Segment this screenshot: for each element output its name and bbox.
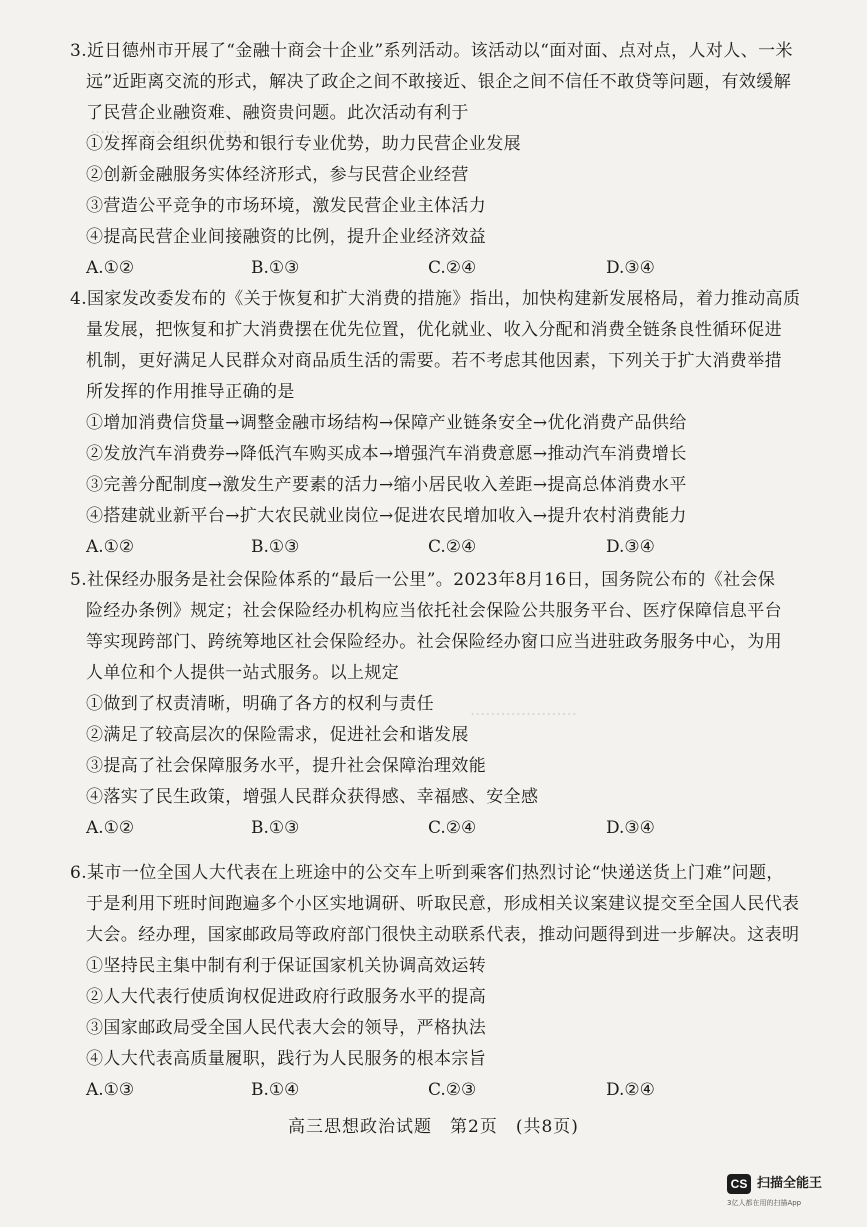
question-stem-line: 人单位和个人提供一站式服务。以上规定 (86, 663, 400, 683)
answer-c: C.②③ (428, 1080, 477, 1100)
answer-d: D.③④ (606, 818, 655, 838)
option-1: ①坚持民主集中制有利于保证国家机关协调高效运转 (86, 956, 487, 976)
question-6 (70, 858, 810, 1106)
question-stem-line: 大会。经办理，国家邮政局等政府部门很快主动联系代表，推动问题得到进一步解决。这表明 (86, 925, 800, 945)
answer-a: A.①② (86, 818, 135, 838)
question-3 (70, 36, 810, 284)
option-2: ②人大代表行使质询权促进政府行政服务水平的提高 (86, 987, 487, 1007)
answer-b: B.①③ (251, 258, 300, 278)
answer-d: D.③④ (606, 258, 655, 278)
question-stem-line: 所发挥的作用推导正确的是 (86, 382, 295, 402)
question-stem-line: 量发展，把恢复和扩大消费摆在优先位置，优化就业、收入分配和消费全链条良性循环促进 (86, 320, 782, 340)
question-5 (70, 565, 810, 844)
question-stem-line: 于是利用下班时间跑遍多个小区实地调研、听取民意，形成相关议案建议提交至全国人民代表 (86, 894, 800, 914)
answer-b: B.①③ (251, 537, 300, 557)
answer-choices (86, 813, 810, 844)
question-stem-line: 6.某市一位全国人大代表在上班途中的公交车上听到乘客们热烈讨论“快递送货上门难”问题， (70, 863, 784, 883)
option-4: ④搭建就业新平台→扩大农民就业岗位→促进农民增加收入→提升农村消费能力 (86, 506, 687, 526)
answer-a: A.①② (86, 258, 135, 278)
question-stem-line: 等实现跨部门、跨统筹地区社会保险经办。社会保险经办窗口应当进驻政务服务中心，为用 (86, 632, 782, 652)
option-4: ④落实了民生政策，增强人民群众获得感、幸福感、安全感 (86, 787, 539, 807)
option-3: ③营造公平竞争的市场环境，激发民营企业主体活力 (86, 196, 487, 216)
question-stem-line: 3.近日德州市开展了“金融十商会十企业”系列活动。该活动以“面对面、点对点，人对人、一米 (70, 41, 793, 61)
question-stem-line: 了民营企业融资难、融资贵问题。此次活动有利于 (86, 103, 469, 123)
option-3: ③提高了社会保障服务水平，提升社会保障治理效能 (86, 756, 487, 776)
option-3: ③国家邮政局受全国人民代表大会的领导，严格执法 (86, 1018, 487, 1038)
scanner-tagline: 3亿人都在用的扫描App (727, 1199, 802, 1207)
answer-b: B.①④ (251, 1080, 300, 1100)
answer-choices (86, 1075, 810, 1106)
answer-choices (86, 253, 810, 284)
scanner-watermark (727, 1172, 847, 1212)
option-2: ②发放汽车消费券→降低汽车购买成本→增强汽车消费意愿→推动汽车消费增长 (86, 444, 687, 464)
option-4: ④提高民营企业间接融资的比例，提升企业经济效益 (86, 227, 487, 247)
bleed-through-text: ............................... (90, 118, 248, 137)
page-footer: 高三思想政治试题 第2页 (共8页) (288, 1117, 579, 1137)
option-2: ②创新金融服务实体经济形式，参与民营企业经营 (86, 165, 469, 185)
question-stem-line: 5.社保经办服务是社会保险体系的“最后一公里”。2023年8月16日，国务院公布的《社会保 (70, 570, 776, 590)
option-1: ①做到了权责清晰，明确了各方的权利与责任 (86, 694, 434, 714)
question-stem-line: 机制，更好满足人民群众对商品质生活的需要。若不考虑其他因素，下列关于扩大消费举措 (86, 351, 782, 371)
option-4: ④人大代表高质量履职，践行为人民服务的根本宗旨 (86, 1049, 487, 1069)
answer-d: D.③④ (606, 537, 655, 557)
option-1: ①发挥商会组织优势和银行专业优势，助力民营企业发展 (86, 134, 521, 154)
answer-a: A.①③ (86, 1080, 135, 1100)
question-4 (70, 284, 810, 563)
answer-choices (86, 532, 810, 563)
answer-c: C.②④ (428, 818, 477, 838)
camscanner-logo-icon: CS (727, 1174, 751, 1194)
scanner-app-name: 扫描全能王 (757, 1176, 823, 1191)
question-stem-line: 4.国家发改委发布的《关于恢复和扩大消费的措施》指出，加快构建新发展格局，着力推动高质 (70, 289, 801, 309)
answer-a: A.①② (86, 537, 135, 557)
question-stem-line: 险经办条例》规定；社会保险经办机构应当依托社会保险公共服务平台、医疗保障信息平台 (86, 601, 782, 621)
option-1: ①增加消费信贷量→调整金融市场结构→保障产业链条安全→优化消费产品供给 (86, 413, 687, 433)
option-3: ③完善分配制度→激发生产要素的活力→缩小居民收入差距→提高总体消费水平 (86, 475, 687, 495)
answer-d: D.②④ (606, 1080, 655, 1100)
option-2: ②满足了较高层次的保险需求，促进社会和谐发展 (86, 725, 469, 745)
answer-b: B.①③ (251, 818, 300, 838)
question-stem-line: 远”近距离交流的形式，解决了政企之间不敢接近、银企之间不信任不敢贷等问题，有效缓解 (86, 72, 792, 92)
answer-c: C.②④ (428, 537, 477, 557)
answer-c: C.②④ (428, 258, 477, 278)
bleed-through-text: ..................... (470, 700, 577, 719)
